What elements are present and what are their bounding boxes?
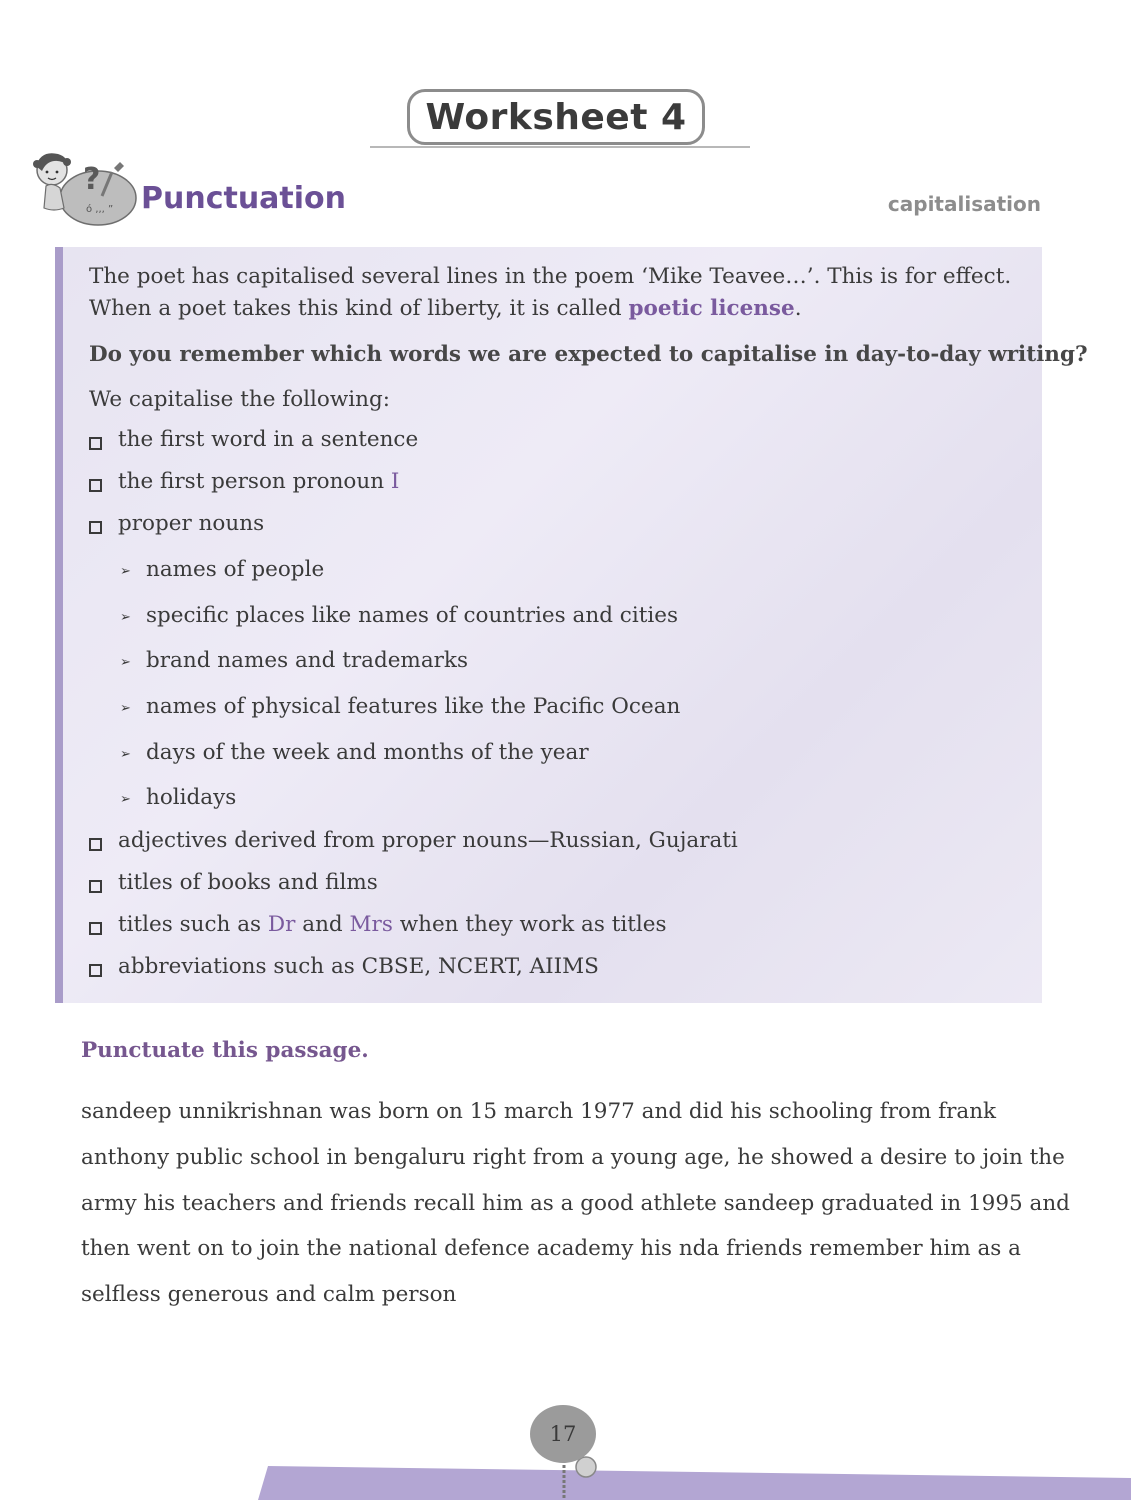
list-item-text: titles of books and films: [118, 870, 378, 895]
intro-line-1: The poet has capitalised several lines in the poem ‘Mike Teavee…’. This is for effect.: [89, 264, 1012, 289]
arrowhead-icon: ➢: [120, 747, 131, 762]
checkbox-icon: [89, 479, 102, 492]
titles-suffix-text: when they work as titles: [392, 912, 667, 937]
list-item-text: adjectives derived from proper nouns—Russian, Gujarati: [118, 828, 738, 853]
checkbox-icon: [89, 922, 102, 935]
pronoun-highlight: I: [390, 469, 400, 494]
topic-tag: capitalisation: [887, 192, 1041, 216]
arrowhead-icon: ➢: [120, 792, 131, 807]
list-item-text: [118, 912, 667, 937]
capitalisation-rules-panel: [55, 247, 1088, 1003]
sub-list-item-text: brand names and trademarks: [146, 648, 468, 673]
list-item-text: the first word in a sentence: [118, 427, 419, 452]
page-number: 17: [530, 1405, 596, 1463]
passage-line: then went on to join the national defence academy his nda friends remember him as a: [81, 1236, 1021, 1261]
checkbox-icon: [89, 437, 102, 450]
dr-highlight: Dr: [267, 912, 296, 937]
section-heading: Punctuation: [141, 181, 347, 216]
girl-question-mascot-icon: [28, 146, 140, 228]
svg-text:?: ?: [83, 162, 101, 197]
lead-text: We capitalise the following:: [89, 387, 390, 412]
sub-list-item-text: names of people: [146, 557, 325, 582]
checkbox-icon: [89, 964, 102, 977]
worksheet-title: Worksheet 4: [407, 89, 705, 145]
list-item-text: abbreviations such as CBSE, NCERT, AIIMS: [118, 954, 599, 979]
mrs-highlight: Mrs: [349, 912, 393, 937]
passage-line: army his teachers and friends recall him as a good athlete sandeep graduated in 1995 and: [81, 1191, 1070, 1216]
panel-question: Do you remember which words we are expected to capitalise in day-to-day writing?: [89, 342, 1088, 367]
checkbox-icon: [89, 838, 102, 851]
titles-and-text: and: [295, 912, 350, 937]
sub-list-item-text: days of the week and months of the year: [146, 740, 589, 765]
sub-list-item-text: specific places like names of countries and cities: [146, 603, 678, 628]
passage-line: sandeep unnikrishnan was born on 15 march 1977 and did his schooling from frank: [81, 1099, 997, 1124]
intro-line-2-text: When a poet takes this kind of liberty, it is called: [89, 296, 629, 321]
list-item-text: [118, 469, 399, 494]
sub-list-item-text: holidays: [146, 785, 237, 810]
passage-line: anthony public school in bengaluru right from a young age, he showed a desire to join the: [81, 1145, 1065, 1170]
pronoun-item-text: the first person pronoun: [118, 469, 391, 494]
checkbox-icon: [89, 880, 102, 893]
arrowhead-icon: ➢: [120, 610, 131, 625]
intro-line-2: [89, 293, 802, 325]
poetic-license-term: poetic license: [628, 296, 795, 321]
list-item-text: proper nouns: [118, 511, 265, 536]
sub-list-item-text: names of physical features like the Pacific Ocean: [146, 694, 681, 719]
arrowhead-icon: ➢: [120, 655, 131, 670]
arrowhead-icon: ➢: [120, 701, 131, 716]
exercise-heading: Punctuate this passage.: [81, 1038, 369, 1063]
arrowhead-icon: ➢: [120, 564, 131, 579]
title-underline: [370, 146, 750, 148]
passage-line: selfless generous and calm person: [81, 1282, 457, 1307]
titles-item-text: titles such as: [118, 912, 268, 937]
svg-text:ó ‚,, ”: ó ‚,, ”: [86, 204, 114, 215]
checkbox-icon: [89, 521, 102, 534]
intro-line-2-period: .: [794, 296, 802, 321]
